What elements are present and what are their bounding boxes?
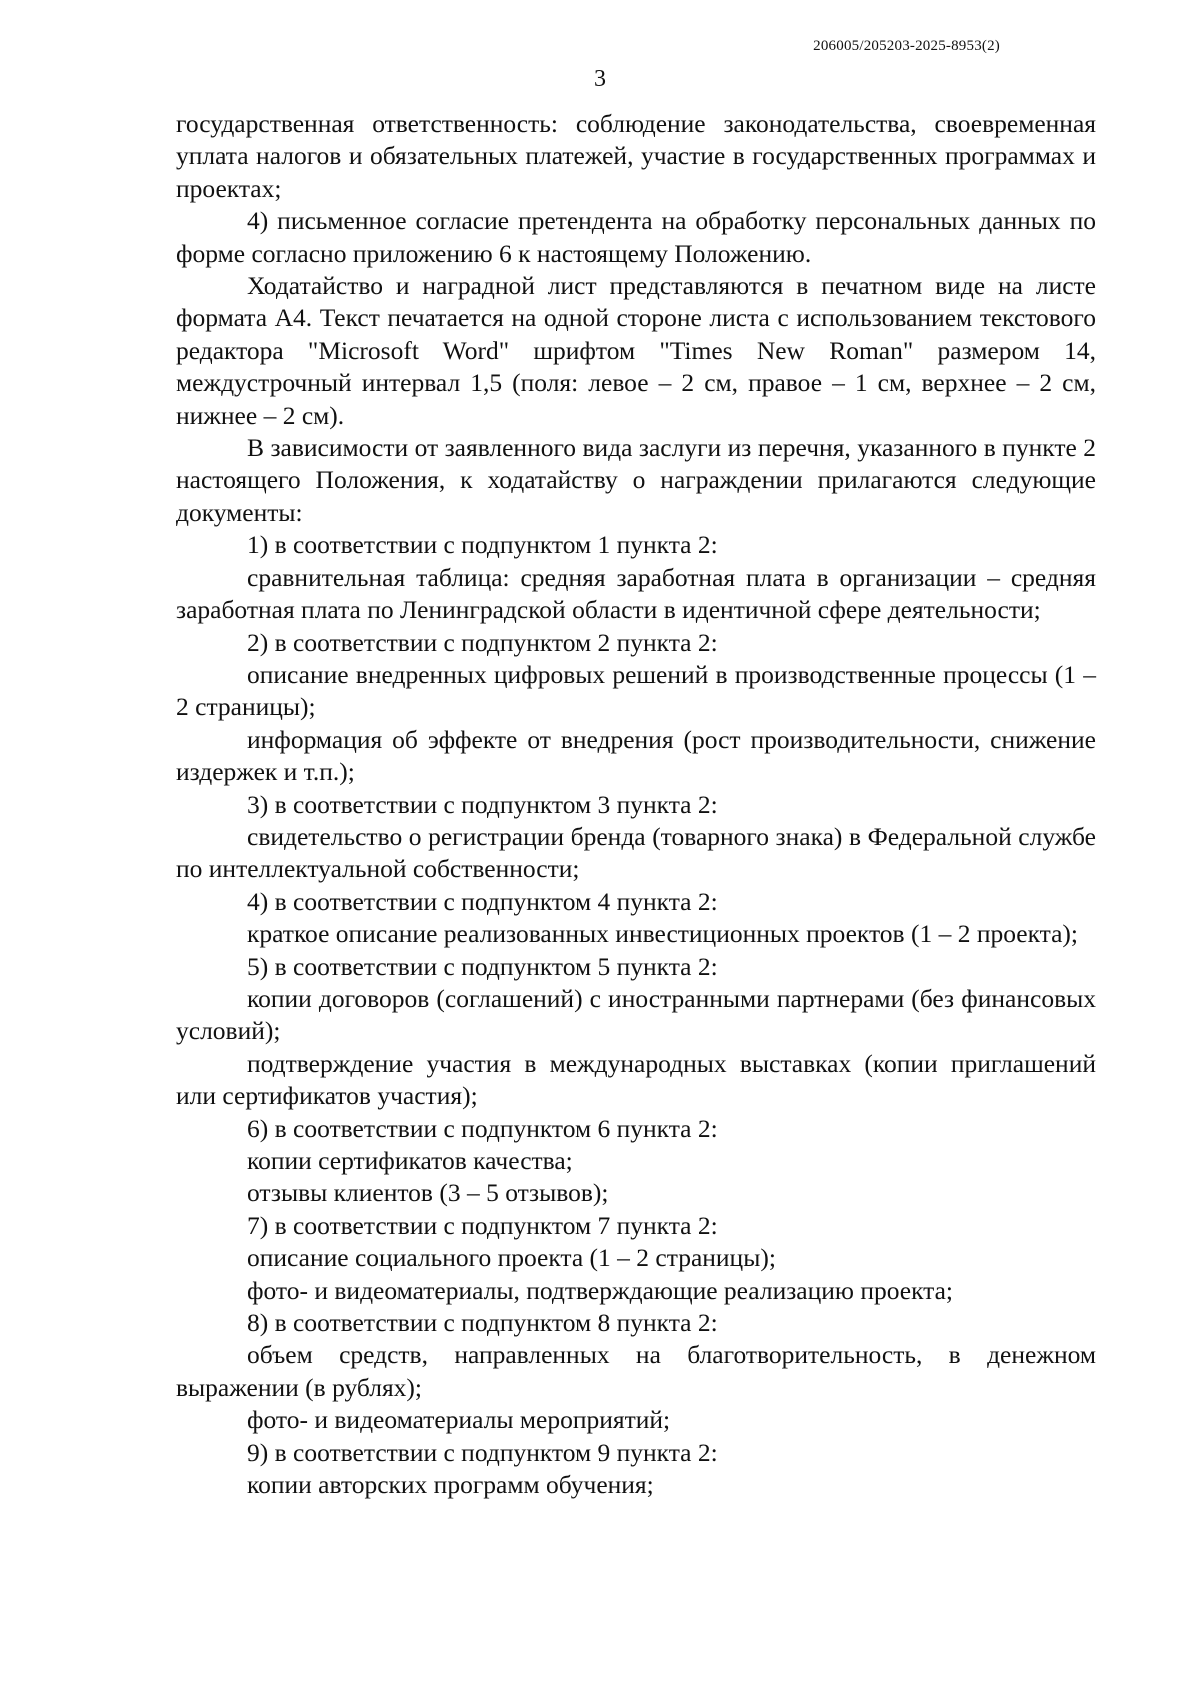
subpoint-8-item: объем средств, направленных на благотворительность, в денежном выражении (в рублях); xyxy=(176,1340,1096,1402)
subpoint-5-item: подтверждение участия в международных выставках (копии приглашений или сертификатов участия); xyxy=(176,1048,1096,1111)
subpoint-4-heading: 4) в соответствии с подпунктом 4 пункта 2: xyxy=(247,886,718,916)
subpoint-2-item: описание внедренных цифровых решений в производственные процессы (1 – 2 страницы); xyxy=(176,659,1096,722)
subpoint-8-item: фото- и видеоматериалы мероприятий; xyxy=(247,1405,671,1435)
page-number: 3 xyxy=(594,66,606,92)
subpoint-9-heading: 9) в соответствии с подпунктом 9 пункта 2: xyxy=(247,1437,718,1467)
paragraph-format-requirements: Ходатайство и наградной лист представляются в печатном виде на листе формата А4. Текст печатается на одной стороне листа с использованием текстового редактора "Microsoft Word" шрифтом "Times New Roman" размером 14, междустрочный интервал 1,5 (поля: левое – 2 см, правое – 1 см, верхнее – 2 см, нижнее – 2 см). xyxy=(176,271,1096,430)
subpoint-7-item: фото- и видеоматериалы, подтверждающие реализацию проекта; xyxy=(247,1275,954,1305)
paragraph-continuation: государственная ответственность: соблюдение законодательства, своевременная уплата налогов и обязательных платежей, участие в государственных программах и проектах; xyxy=(176,109,1096,203)
subpoint-7-item: описание социального проекта (1 – 2 страницы); xyxy=(247,1243,776,1273)
subpoint-8-heading: 8) в соответствии с подпунктом 8 пункта 2: xyxy=(247,1308,718,1338)
list-item-4-consent: 4) письменное согласие претендента на обработку персональных данных по форме согласно приложению 6 к настоящему Положению. xyxy=(176,206,1096,268)
subpoint-6-item: копии сертификатов качества; xyxy=(247,1146,573,1175)
subpoint-9-item: копии авторских программ обучения; xyxy=(247,1470,654,1500)
subpoint-3-item: свидетельство о регистрации бренда (товарного знака) в Федеральной службе по интеллектуальной собственности; xyxy=(176,821,1096,884)
subpoint-1-heading: 1) в соответствии с подпунктом 1 пункта 2: xyxy=(247,530,718,560)
document-registration-number: 206005/205203-2025-8953(2) xyxy=(813,38,1000,54)
subpoint-4-item: краткое описание реализованных инвестиционных проектов (1 – 2 проекта); xyxy=(247,919,1078,949)
paragraph-attachments-intro: В зависимости от заявленного вида заслуги из перечня, указанного в пункте 2 настоящего Положения, к ходатайству о награждении прилагаются следующие документы: xyxy=(176,433,1096,527)
subpoint-5-item: копии договоров (соглашений) с иностранными партнерами (без финансовых условий); xyxy=(176,983,1096,1046)
subpoint-6-heading: 6) в соответствии с подпунктом 6 пункта 2: xyxy=(247,1113,718,1143)
subpoint-1-item: сравнительная таблица: средняя заработная плата в организации – средняя заработная плата по Ленинградской области в идентичной сфере деятельности; xyxy=(176,562,1096,625)
document-body xyxy=(176,108,1096,1501)
subpoint-6-item: отзывы клиентов (3 – 5 отзывов); xyxy=(247,1178,609,1208)
subpoint-2-heading: 2) в соответствии с подпунктом 2 пункта 2: xyxy=(247,627,718,657)
subpoint-5-heading: 5) в соответствии с подпунктом 5 пункта 2: xyxy=(247,951,718,981)
subpoint-2-item: информация об эффекте от внедрения (рост производительности, снижение издержек и т.п.); xyxy=(176,724,1096,787)
subpoint-3-heading: 3) в соответствии с подпунктом 3 пункта 2: xyxy=(247,789,718,819)
subpoint-7-heading: 7) в соответствии с подпунктом 7 пункта 2: xyxy=(247,1210,718,1240)
